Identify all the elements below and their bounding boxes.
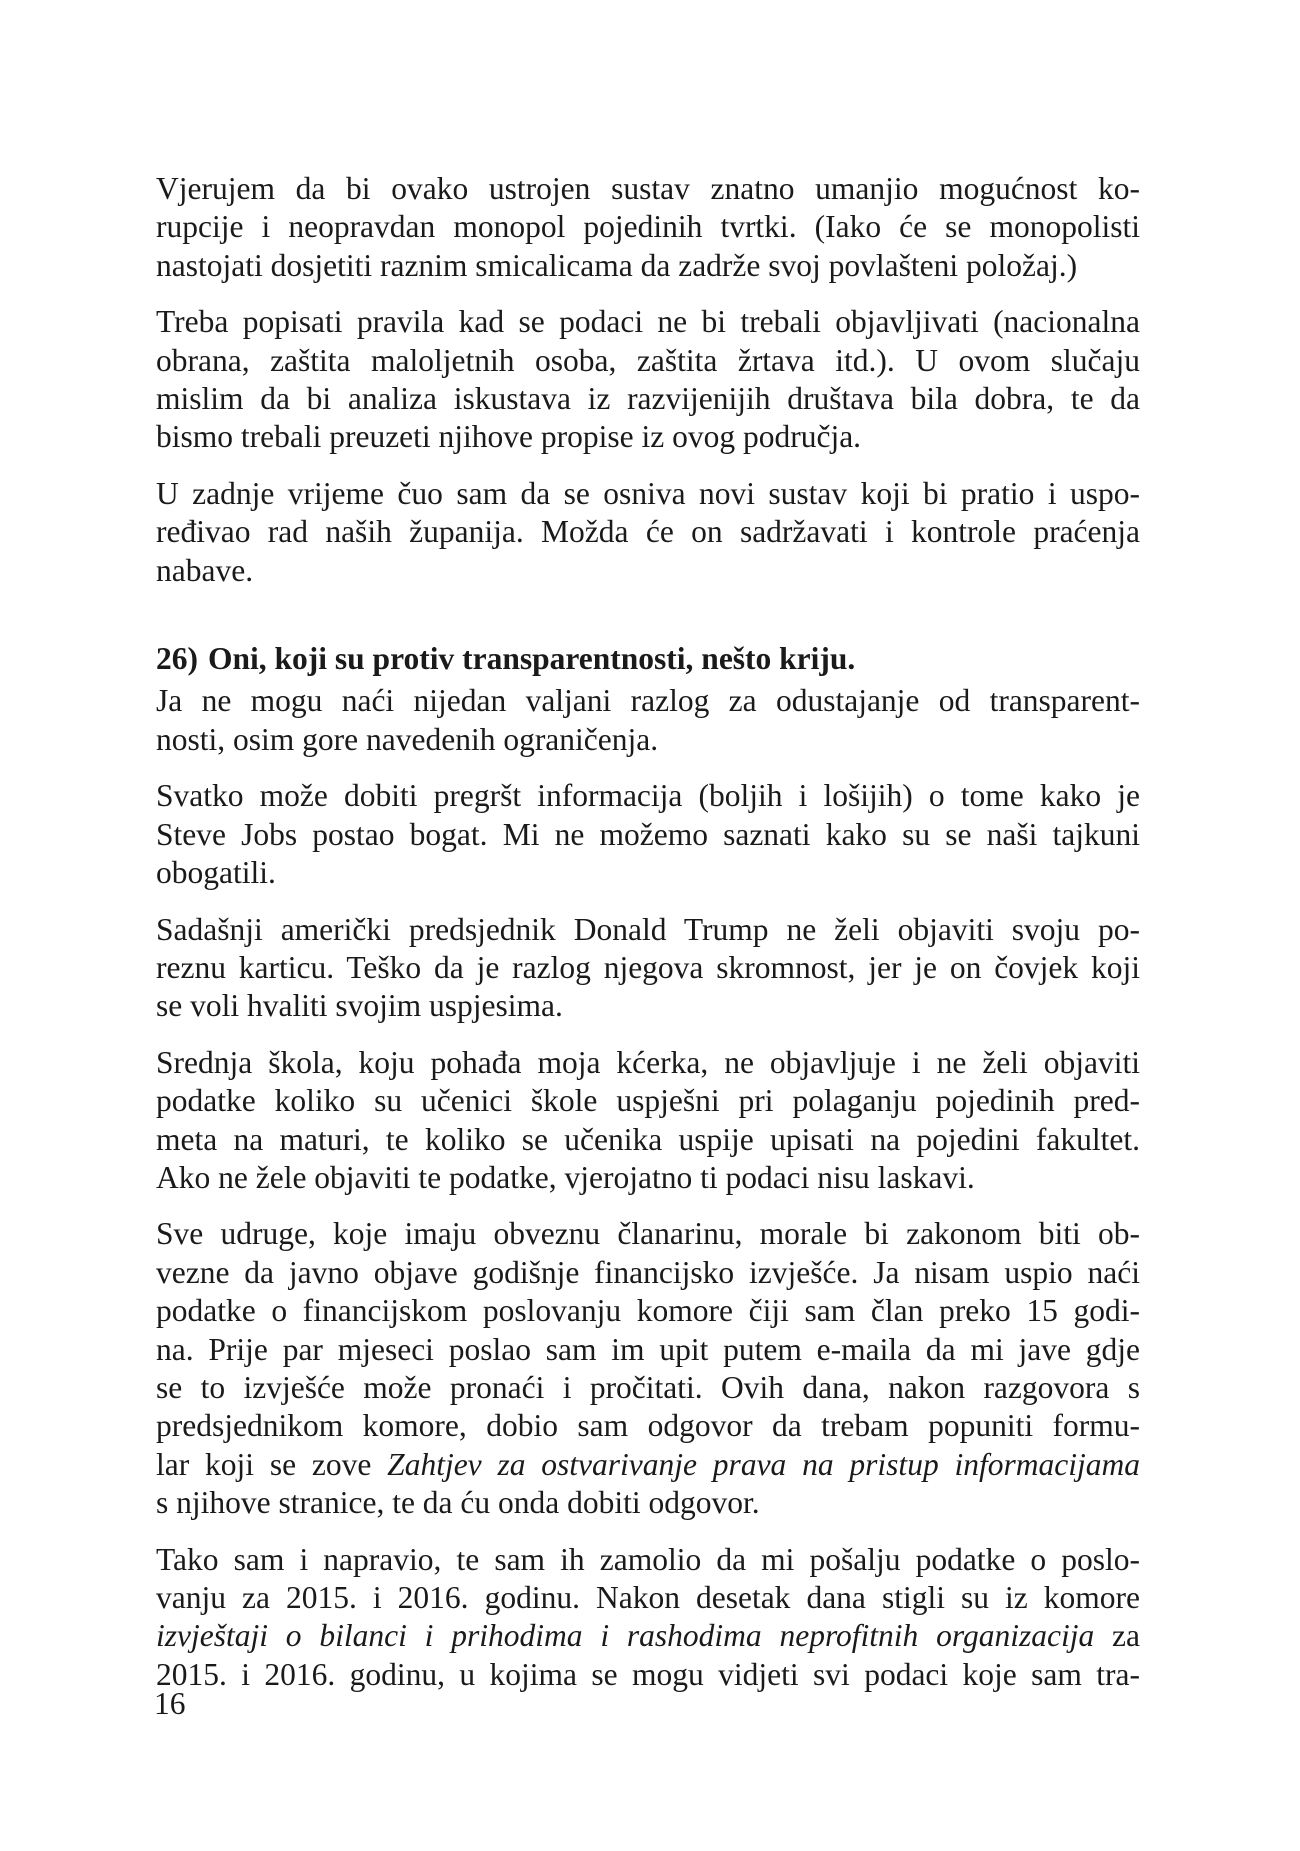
italic-title: izvještaji o bilanci i prihodima i rashodima neprofitnih organizacija [156, 1618, 1095, 1654]
text-line: predsjednikom komore, dobio sam odgovor da trebam popuniti formu- [156, 1408, 1140, 1444]
text-line [156, 1617, 1140, 1655]
text-line: rupcije i neopravdan monopol pojedinih tvrtki. (Iako će se monopolisti [156, 209, 1140, 245]
text-line: podatke koliko su učenici škole uspješni pri polaganju pojedinih pred- [156, 1083, 1140, 1119]
text-fragment: lar koji se zove [156, 1446, 388, 1482]
text-line: obrana, zaštita maloljetnih osoba, zaštita žrtava itd.). U ovom slučaju [156, 342, 1140, 378]
text-line: na. Prije par mjeseci poslao sam im upit putem e-maila da mi jave gdje [156, 1331, 1140, 1367]
text-line: s njihove stranice, te da ću onda dobiti odgovor. [156, 1485, 760, 1521]
paragraph [156, 303, 1140, 457]
text-line: Ako ne žele objaviti te podatke, vjerojatno ti podaci nisu laskavi. [156, 1159, 975, 1195]
paragraph [156, 1541, 1140, 1695]
text-line: vanju za 2015. i 2016. godinu. Nakon desetak dana stigli su iz komore [156, 1580, 1140, 1615]
text-line: ređivao rad naših županija. Možda će on sadržavati i kontrole praćenja [156, 514, 1140, 550]
text-line: mislim da bi analiza iskustava iz razvijenijih društava bila dobra, te da [156, 381, 1140, 417]
page-content [156, 170, 1140, 1712]
text-line: vezne da javno objave godišnje financijsko izvješće. Ja nisam uspio naći [156, 1254, 1140, 1290]
paragraph [156, 1215, 1140, 1522]
text-line: Treba popisati pravila kad se podaci ne bi trebali objavljivati (nacionalna [156, 304, 1140, 340]
text-line [156, 1446, 1140, 1484]
section-heading [156, 640, 1140, 678]
section-number: 26) [156, 641, 198, 677]
text-line: Srednja škola, koju pohađa moja kćerka, ne objavljuje i ne želi objaviti [156, 1044, 1140, 1080]
text-line: reznu karticu. Teško da je razlog njegova skromnost, jer je on čovjek koji [156, 949, 1140, 985]
text-line: nosti, osim gore navedenih ograničenja. [156, 721, 659, 757]
text-line: meta na maturi, te koliko se učenika uspije upisati na pojedini fakultet. [156, 1121, 1140, 1157]
paragraph [156, 911, 1140, 1026]
text-line: U zadnje vrijeme čuo sam da se osniva novi sustav koji bi pratio i uspo- [156, 475, 1140, 511]
paragraph [156, 170, 1140, 285]
text-line: Vjerujem da bi ovako ustrojen sustav znatno umanjio mogućnost ko- [156, 171, 1140, 206]
text-line: Ja ne mogu naći nijedan valjani razlog za odustajanje od transparent- [156, 683, 1140, 719]
text-line: se voli hvaliti svojim uspjesima. [156, 988, 563, 1024]
text-line: 2015. i 2016. godinu, u kojima se mogu vidjeti svi podaci koje sam tra- [156, 1656, 1140, 1692]
italic-title: Zahtjev za ostvarivanje prava na pristup informacijama [387, 1446, 1140, 1482]
text-line: Sve udruge, koje imaju obveznu članarinu, morale bi zakonom biti ob- [156, 1216, 1140, 1252]
text-line: Tako sam i napravio, te sam ih zamolio da mi pošalju podatke o poslo- [156, 1541, 1140, 1577]
section-title: Oni, koji su protiv transparentnosti, nešto kriju. [208, 641, 856, 677]
text-line: podatke o financijskom poslovanju komore čiji sam član preko 15 godi- [156, 1293, 1140, 1329]
text-line: Sadašnji američki predsjednik Donald Trump ne želi objaviti svoju po- [156, 911, 1140, 947]
paragraph [156, 475, 1140, 590]
text-line: obogatili. [156, 855, 276, 891]
text-line: nastojati dosjetiti raznim smicalicama da zadrže svoj povlašteni položaj.) [156, 247, 1078, 283]
paragraph [156, 777, 1140, 892]
text-line: Svatko može dobiti pregršt informacija (boljih i lošijih) o tome kako je [156, 778, 1140, 814]
text-line: se to izvješće može pronaći i pročitati. Ovih dana, nakon razgovora s [156, 1369, 1140, 1405]
paragraph [156, 682, 1140, 759]
paragraph [156, 1044, 1140, 1198]
text-line: bismo trebali preuzeti njihove propise iz ovog područja. [156, 419, 862, 455]
text-line: Steve Jobs postao bogat. Mi ne možemo saznati kako su se naši tajkuni [156, 816, 1140, 852]
page-number: 16 [154, 1686, 186, 1721]
text-fragment: za [1094, 1618, 1140, 1654]
text-line: nabave. [156, 552, 254, 588]
